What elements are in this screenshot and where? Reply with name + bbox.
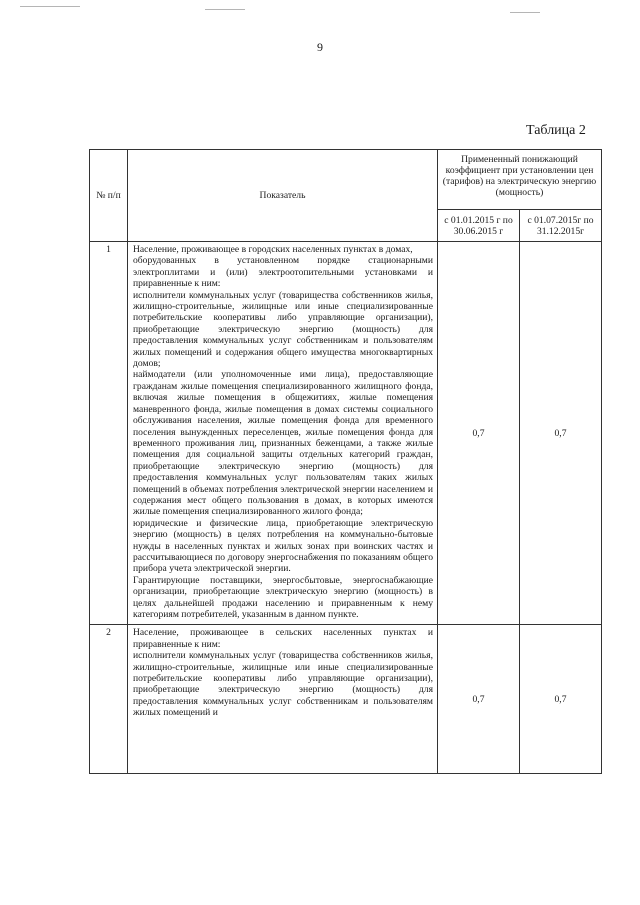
header-num: № п/п bbox=[90, 150, 128, 242]
coefficient-value-period-1: 0,7 bbox=[438, 242, 520, 625]
row-description bbox=[128, 625, 438, 774]
description-paragraph: наймодатели (или уполномоченные ими лица), предоставляющие гражданам жилые помещения специализированного жилищного фонда, включая жилые помещения в общежитиях, жилые помещения маневренного фонда, жилые помещения в домах системы социального обслуживания населения, жилые помещения фонда для временного поселения вынужденных переселенцев, жилые помещения фонда для временного проживания лиц, признанных беженцами, а также жилые помещения для социальной защиты отдельных категорий граждан, приобретающие электрическую энергию (мощность) для предоставления коммунальных услуг пользователям таких жилых помещений в объемах потребления электрической энергии населением и содержания мест общего пользования в домах, в которых имеются жилые помещения специализированного жилого фонда; bbox=[133, 369, 433, 518]
coefficient-table bbox=[89, 149, 602, 774]
row-number: 1 bbox=[90, 242, 128, 625]
table-row bbox=[90, 242, 602, 625]
header-coefficient: Примененный понижающий коэффициент при установлении цен (тарифов) на электрическую энергию (мощность) bbox=[438, 150, 602, 210]
description-paragraph: исполнители коммунальных услуг (товарищества собственников жилья, жилищно-строительные, жилищные или иные специализированные потребительские кооперативы либо управляющие организации), приобретающие электрическую энергию (мощность) для предоставления коммунальных услуг собственникам и пользователям жилых помещений и содержания общего имущества многоквартирных домов; bbox=[133, 289, 433, 370]
table-caption: Таблица 2 bbox=[526, 123, 586, 138]
description-clip bbox=[133, 627, 433, 769]
description-paragraph: Население, проживающее в городских населенных пунктах в домах, bbox=[133, 244, 413, 255]
description-paragraph: Население, проживающее в сельских населенных пунктах и приравненные к ним: bbox=[133, 627, 433, 650]
coefficient-value-period-1: 0,7 bbox=[438, 625, 520, 774]
description-paragraph: Гарантирующие поставщики, энергосбытовые, энергоснабжающие организации, приобретающие электрическую энергию (мощность) в целях дальнейшей продажи населению и приравненным к нему категориям потребителей, указанным в данном пункте. bbox=[133, 574, 433, 620]
header-period-2: с 01.07.2015г по 31.12.2015г bbox=[520, 210, 602, 242]
description-paragraph: юридические и физические лица, приобретающие электрическую энергию (мощность) в целях потребления на коммунально-бытовые нужды в населенных пунктах и жилых зонах при воинских частях и рассчитывающиеся по договору энергоснабжения по показаниям общего прибора учета электрической энергии. bbox=[133, 517, 433, 575]
coefficient-value-period-2: 0,7 bbox=[520, 625, 602, 774]
description-paragraph: оборудованных в установленном порядке стационарными электроплитами и (или) электроотопительными установками и приравненные к ним: bbox=[133, 255, 433, 290]
header-indicator: Показатель bbox=[128, 150, 438, 242]
row-number: 2 bbox=[90, 625, 128, 774]
page-number: 9 bbox=[317, 40, 323, 54]
header-period-1: с 01.01.2015 г по 30.06.2015 г bbox=[438, 210, 520, 242]
row-description bbox=[128, 242, 438, 625]
description-paragraph: исполнители коммунальных услуг (товарищества собственников жилья, жилищно-строительные, жилищные или иные специализированные потребительские кооперативы либо управляющие организации), приобретающие электрическую энергию (мощность) для предоставления коммунальных услуг собственникам и пользователям жилых помещений и bbox=[133, 650, 433, 719]
table-row bbox=[90, 625, 602, 774]
header-row bbox=[90, 150, 602, 210]
coefficient-value-period-2: 0,7 bbox=[520, 242, 602, 625]
